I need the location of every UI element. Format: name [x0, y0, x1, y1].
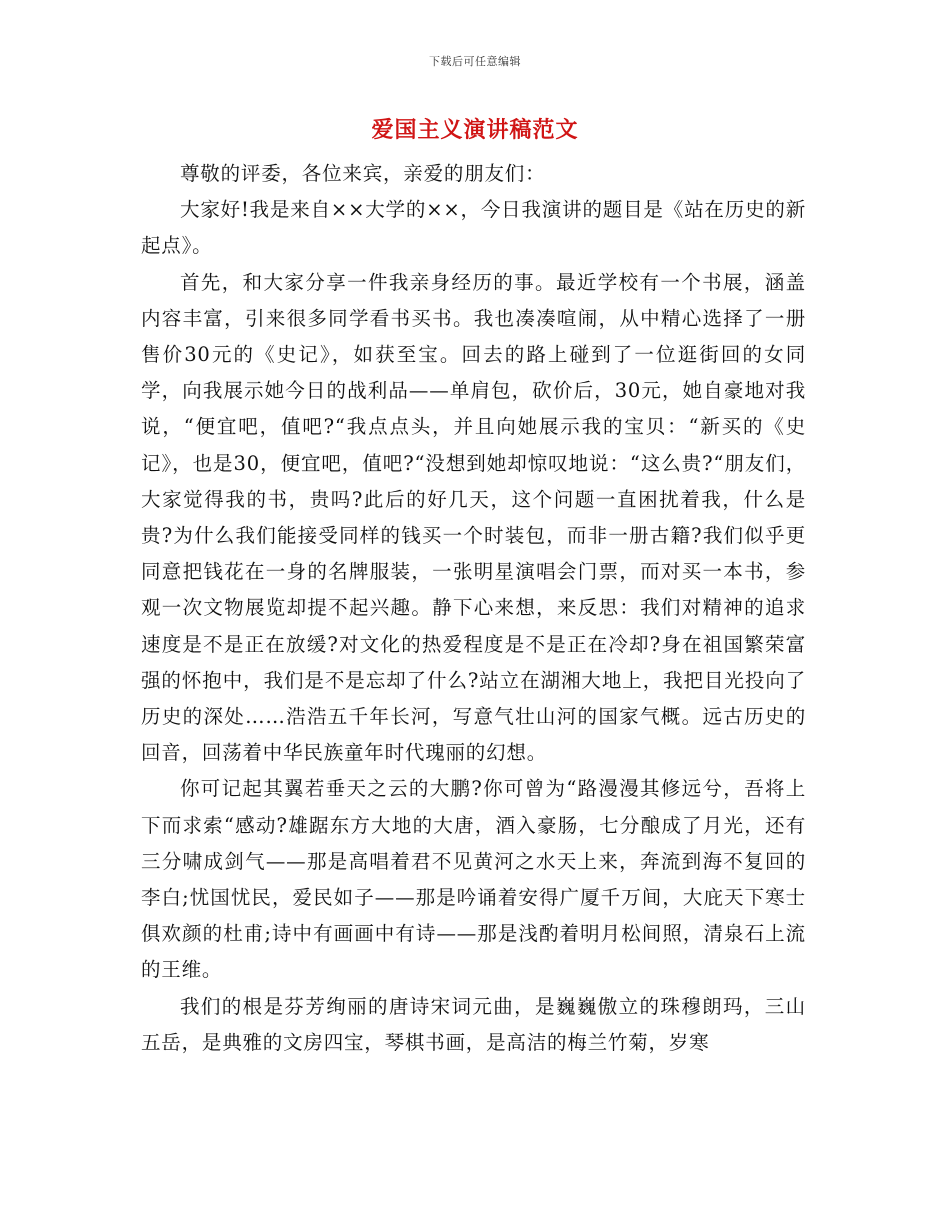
paragraph-salutation: 尊敬的评委，各位来宾，亲爱的朋友们：	[180, 162, 546, 185]
header-note: 下载后可任意编辑	[429, 55, 521, 68]
paragraph-story: 首先，和大家分享一件我亲身经历的事。最近学校有一个书展，涵盖内容丰富，引来很多同学看书买书。我也凑凑喧闹，从中精心选择了一册售价30元的《史记》，如获至宝。回去的路上碰到了一位逛街回的女同学，向我展示她今日的战利品——单肩包，砍价后，30元，她自豪地对我说，“便宜吧，值吧?“我点点头，并且向她展示我的宝贝：“新买的《史记》，也是30，便宜吧，值吧?“没想到她却惊叹地说：“这么贵?“朋友们，大家觉得我的书，贵吗?此后的好几天，这个问题一直困扰着我，什么是贵?为什么我们能接受同样的钱买一个时装包，而非一册古籍?我们似乎更同意把钱花在一身的名牌服装，一张明星演唱会门票，而对买一本书，参观一次文物展览却提不起兴趣。静下心来想，来反思：我们对精神的追求速度是不是正在放缓?对文化的热爱程度是不是正在冷却?身在祖国繁荣富强的怀抱中，我们是不是忘却了什么?站立在湖湘大地上，我把目光投向了历史的深处……浩浩五千年长河，写意气壮山河的国家气概。远古历史的回音，回荡着中华民族童年时代瑰丽的幻想。	[141, 270, 806, 765]
paragraph-roots: 我们的根是芬芳绚丽的唐诗宋词元曲，是巍巍傲立的珠穆朗玛，三山五岳，是典雅的文房四宝，琴棋书画，是高洁的梅兰竹菊，岁寒	[141, 994, 806, 1054]
paragraph-history: 你可记起其翼若垂天之云的大鹏?你可曾为“路漫漫其修远兮，吾将上下而求索“感动?雄踞东方大地的大唐，酒入豪肠，七分酿成了月光，还有三分啸成剑气——那是高唱着君不见黄河之水天上来，奔流到海不复回的李白;忧国忧民，爱民如子——那是吟诵着安得广厦千万间，大庇天下寒士俱欢颜的杜甫;诗中有画画中有诗——那是浅酌着明月松间照，清泉石上流的王维。	[141, 777, 806, 982]
paragraph-greeting: 大家好!我是来自××大学的××，今日我演讲的题目是《站在历史的新起点》。	[141, 198, 806, 258]
document-title: 爱国主义演讲稿范文	[371, 117, 579, 143]
document-body	[141, 156, 806, 1061]
